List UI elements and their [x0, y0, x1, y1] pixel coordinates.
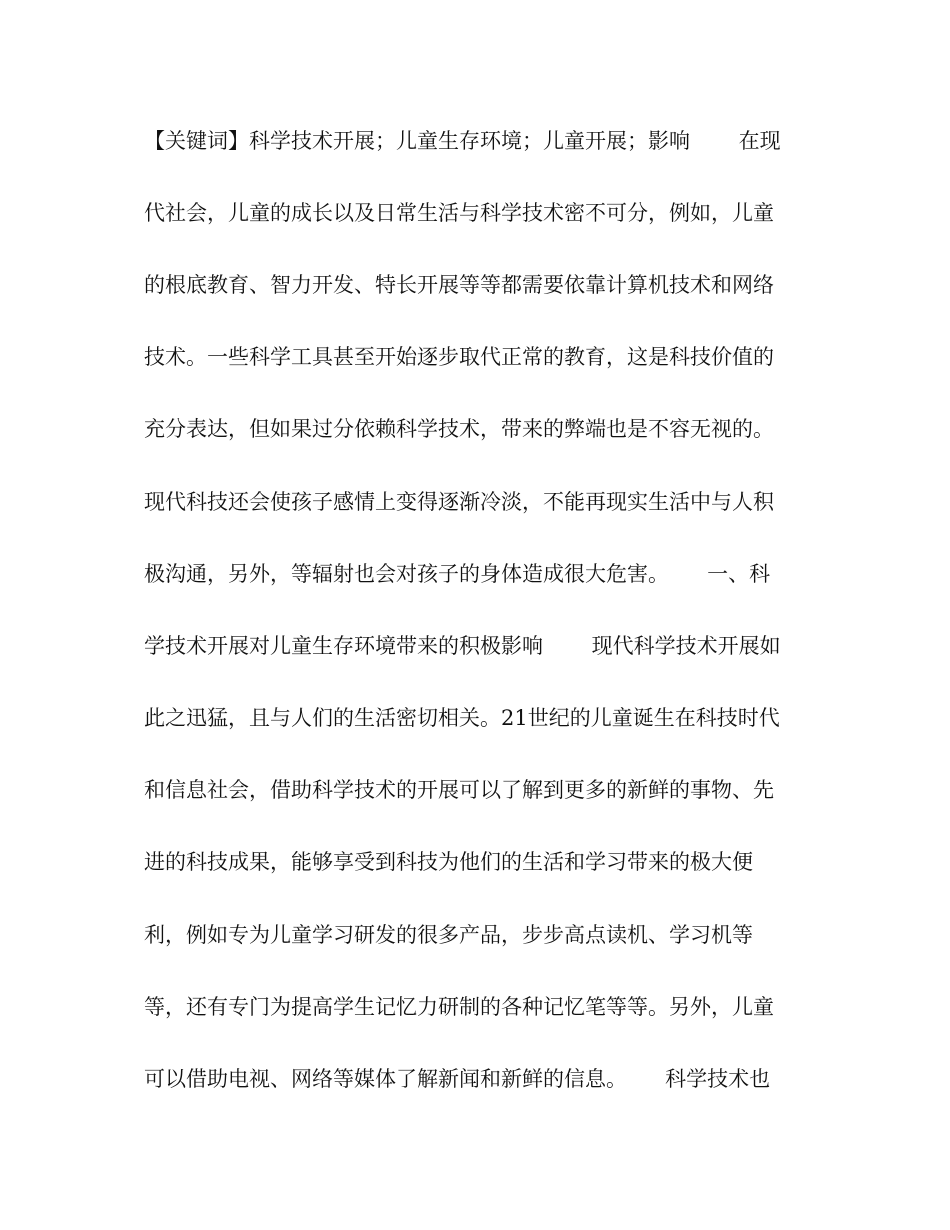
text-line: 现代科技还会使孩子感情上变得逐渐冷淡，不能再现实生活中与人积 [144, 490, 774, 514]
text-line: 极沟通，另外，等辐射也会对孩子的身体造成很大危害。 一、科 [144, 562, 771, 586]
text-line: 利，例如专为儿童学习研发的很多产品，步步高点读机、学习机等 [144, 923, 753, 947]
text-line: 等，还有专门为提高学生记忆力研制的各种记忆笔等等。另外，儿童 [144, 995, 774, 1019]
text-line: 可以借助电视、网络等媒体了解新闻和新鲜的信息。 科学技术也 [144, 1067, 771, 1091]
text-line: 技术。一些科学工具甚至开始逐步取代正常的教育，这是科技价值的 [144, 345, 774, 369]
text-line: 和信息社会，借助科学技术的开展可以了解到更多的新鲜的事物、先 [144, 778, 774, 802]
text-line: 【关键词】科学技术开展；儿童生存环境；儿童开展；影响 在现 [144, 129, 781, 153]
text-line: 代社会，儿童的成长以及日常生活与科学技术密不可分，例如，儿童 [144, 201, 774, 225]
text-line: 学技术开展对儿童生存环境带来的积极影响 现代科学技术开展如 [144, 634, 781, 658]
text-line: 此之迅猛，且与人们的生活密切相关。21世纪的儿童诞生在科技时代 [144, 706, 780, 730]
text-line: 的根底教育、智力开发、特长开展等等都需要依靠计算机技术和网络 [144, 273, 774, 297]
text-line: 充分表达，但如果过分依赖科学技术，带来的弊端也是不容无视的。 [144, 417, 774, 441]
text-line: 进的科技成果，能够享受到科技为他们的生活和学习带来的极大便 [144, 850, 753, 874]
